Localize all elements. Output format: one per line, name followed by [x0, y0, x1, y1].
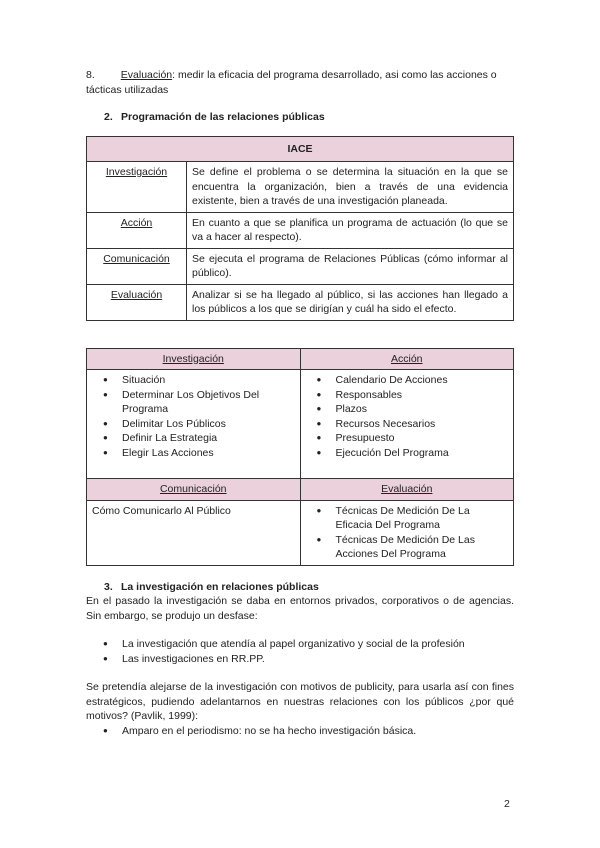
- list-item: ● Determinar Los Objetivos Del Programa: [92, 388, 295, 417]
- comunicacion-text: Cómo Comunicarlo Al Público: [87, 500, 301, 565]
- iace-desc-investigacion: Se define el problema o se determina la situación en la que se encuentra la organización, bien a través de una evidencia existente, bien a través de una investigación planeada.: [187, 162, 514, 213]
- list-item: ● Responsables: [306, 388, 509, 403]
- list-item: ● Elegir Las Acciones: [92, 446, 295, 461]
- grid-header-comunicacion: Comunicación: [159, 483, 227, 495]
- list-item: ● Recursos Necesarios: [306, 417, 509, 432]
- table-row: [87, 248, 514, 284]
- intro-paragraph: [86, 68, 514, 97]
- evaluacion-list: [306, 504, 509, 562]
- section-3-heading: 3. La investigación en relaciones públicas: [104, 580, 319, 593]
- list-item: ● Técnicas De Medición De Las Acciones Del Programa: [306, 533, 509, 562]
- iace-table: [86, 136, 514, 321]
- section-3-bullets-1: [86, 637, 514, 666]
- iace-term-accion: Acción: [120, 216, 153, 229]
- iace-desc-accion: En cuanto a que se planifica un programa de actuación (lo que se va a hacer al respecto).: [187, 212, 514, 248]
- table-row: [87, 212, 514, 248]
- iace-term-investigacion: Investigación: [105, 166, 168, 178]
- page-number: 2: [504, 798, 510, 810]
- document-page: [86, 68, 514, 738]
- section-3-bullets-2: [86, 724, 514, 739]
- iace-title: IACE: [87, 136, 514, 162]
- investigacion-list: [92, 373, 295, 460]
- list-item: ● Ejecución Del Programa: [306, 446, 509, 461]
- table-row: [87, 162, 514, 213]
- list-item: ● Las investigaciones en RR.PP.: [86, 652, 514, 667]
- iace-term-comunicacion: Comunicación: [103, 252, 170, 265]
- grid-header-evaluacion: Evaluación: [381, 483, 433, 495]
- section-3-paragraph-1: En el pasado la investigación se daba en entornos privados, corporativos o de agencias. Sin embargo, se produjo un desfase:: [86, 595, 514, 622]
- intro-text: : medir la eficacia del programa desarrollado, asi como las acciones o tácticas utilizadas: [86, 69, 497, 96]
- iace-desc-comunicacion: Se ejecuta el programa de Relaciones Públicas (cómo informar al público).: [187, 248, 514, 284]
- list-item: ● Delimitar Los Públicos: [92, 417, 295, 432]
- section-3-paragraph-2: Se pretendía alejarse de la investigación con motivos de publicity, para usarla así con fines estratégicos, pudiendo adelantarnos en nuestras relaciones con los públicos ¿por qué motivos? (Pavlik, 1999):: [86, 681, 514, 722]
- grid-header-investigacion: Investigación: [162, 352, 224, 365]
- list-item: ● La investigación que atendía al papel organizativo y social de la profesión: [86, 637, 514, 652]
- intro-term: Evaluación: [120, 69, 173, 81]
- list-item: ● Definir La Estrategia: [92, 431, 295, 446]
- process-grid-table: [86, 348, 514, 566]
- iace-desc-evaluacion: Analizar si se ha llegado al público, si las acciones han llegado a los públicos a los que se dirigían y cuál ha sido el efecto.: [187, 284, 514, 320]
- grid-header-accion: Acción: [390, 352, 423, 365]
- list-item: ● Calendario De Acciones: [306, 373, 509, 388]
- list-item: ● Amparo en el periodismo: no se ha hecho investigación básica.: [86, 724, 514, 739]
- list-item: ● Técnicas De Medición De La Eficacia Del Programa: [306, 504, 509, 533]
- list-item: ● Presupuesto: [306, 431, 509, 446]
- intro-number: 8.: [86, 69, 95, 81]
- iace-term-evaluacion: Evaluación: [110, 288, 163, 301]
- table-row: [87, 284, 514, 320]
- list-item: ● Situación: [92, 373, 295, 388]
- accion-list: [306, 373, 509, 460]
- section-2-heading: 2. Programación de las relaciones públicas: [104, 111, 325, 123]
- list-item: ● Plazos: [306, 402, 509, 417]
